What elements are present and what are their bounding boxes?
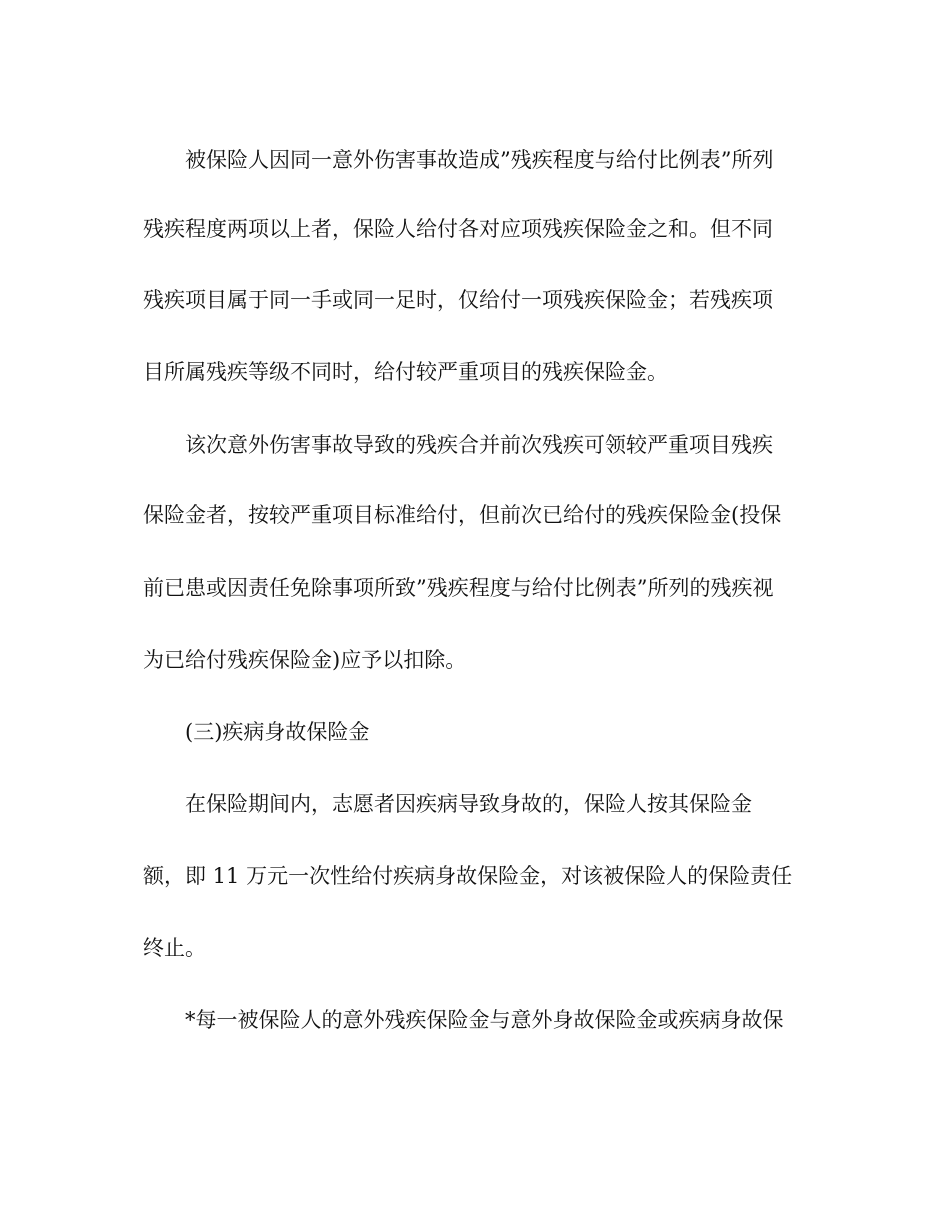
section-heading: (三)疾病身故保险金 xyxy=(185,720,370,744)
paragraph-1-line-1: 被保险人因同一意外伤害事故造成”残疾程度与给付比例表”所列 xyxy=(185,148,774,172)
paragraph-1-line-3: 残疾项目属于同一手或同一足时，仅给付一项残疾保险金；若残疾项 xyxy=(143,288,773,312)
paragraph-2-line-2: 保险金者，按较严重项目标准给付，但前次已给付的残疾保险金(投保 xyxy=(143,503,782,527)
paragraph-2-line-1: 该次意外伤害事故导致的残疾合并前次残疾可领较严重项目残疾 xyxy=(185,433,773,457)
paragraph-1-line-4: 目所属残疾等级不同时，给付较严重项目的残疾保险金。 xyxy=(143,360,668,384)
paragraph-4-line-3: 终止。 xyxy=(143,936,206,960)
paragraph-4-line-1: 在保险期间内，志愿者因疾病导致身故的，保险人按其保险金 xyxy=(185,792,752,816)
paragraph-2-line-4: 为已给付残疾保险金)应予以扣除。 xyxy=(143,648,467,672)
paragraph-5-line-1: *每一被保险人的意外残疾保险金与意外身故保险金或疾病身故保 xyxy=(185,1008,784,1032)
paragraph-4-line-2: 额，即 11 万元一次性给付疾病身故保险金，对该被保险人的保险责任 xyxy=(143,864,793,888)
paragraph-1-line-2: 残疾程度两项以上者，保险人给付各对应项残疾保险金之和。但不同 xyxy=(143,217,773,241)
paragraph-2-line-3: 前已患或因责任免除事项所致”残疾程度与给付比例表”所列的残疾视 xyxy=(143,576,774,600)
